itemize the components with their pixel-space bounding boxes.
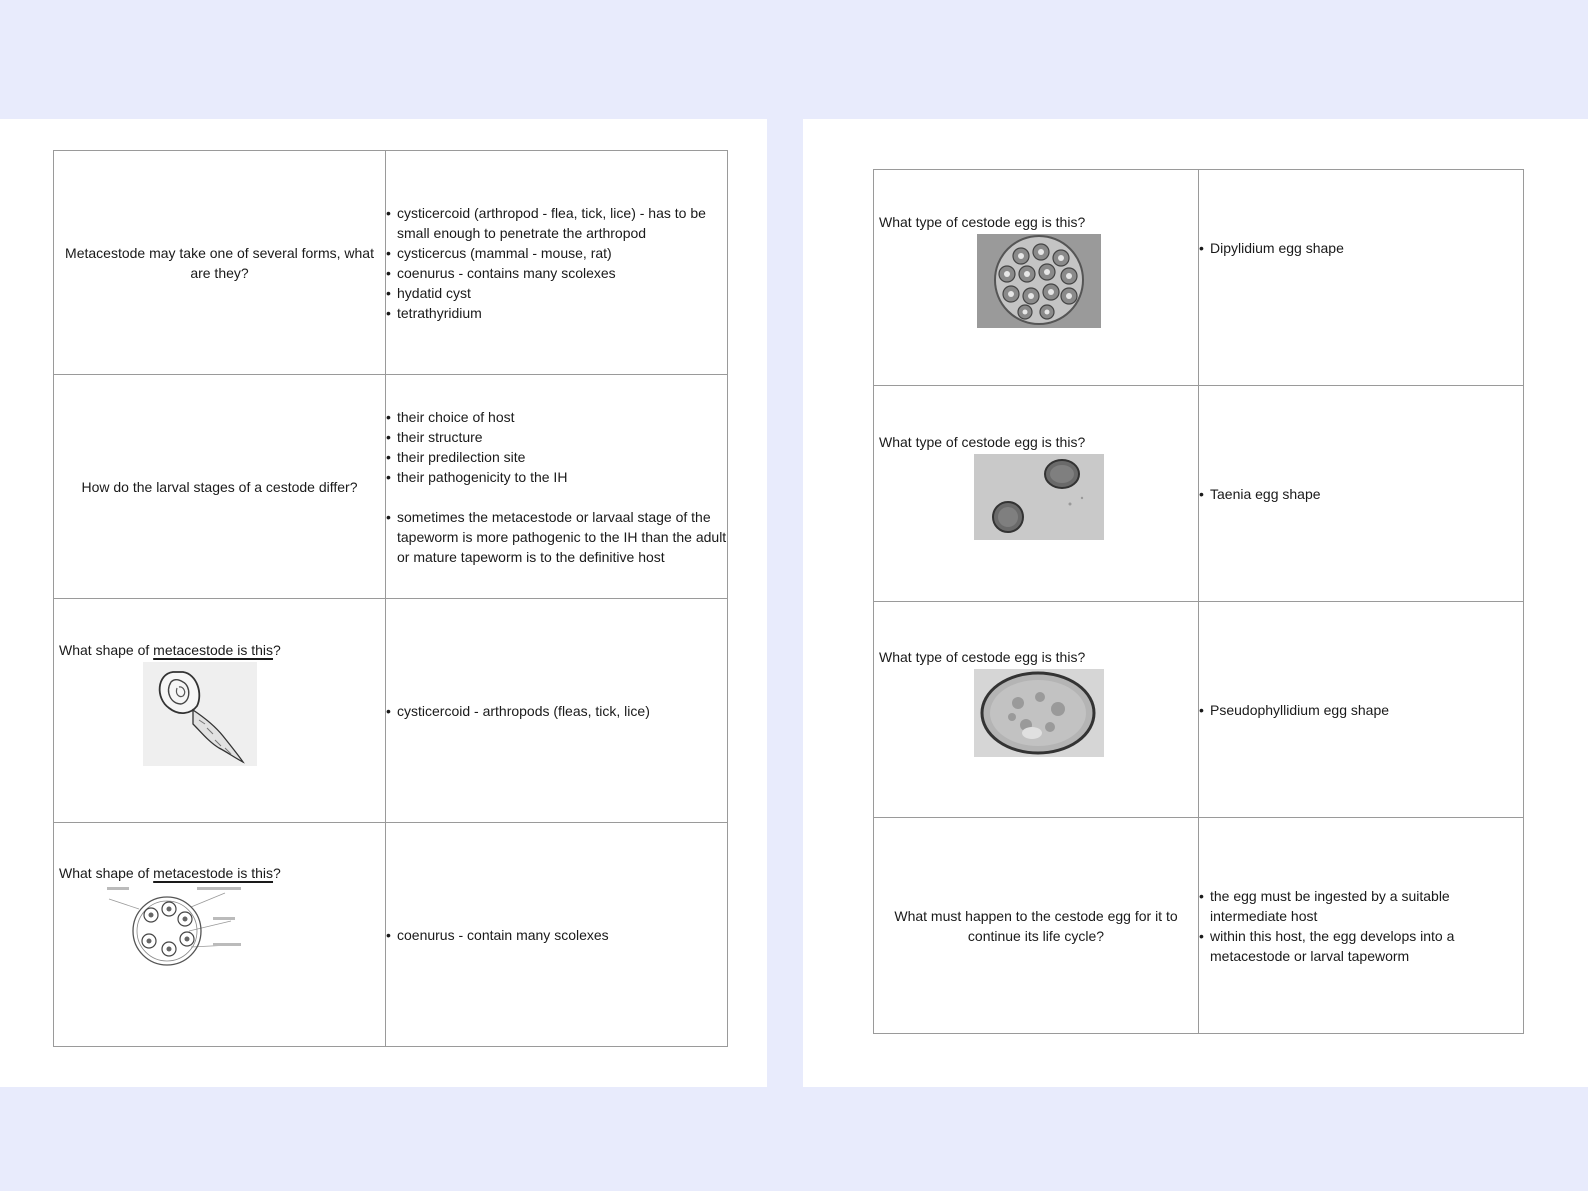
answer-item: • Pseudophyllidium egg shape: [1199, 700, 1523, 720]
cysticercoid-drawing: [143, 662, 257, 766]
answer-list: [386, 925, 727, 945]
flashcard-page-left: [0, 119, 767, 1087]
flashcard-row: [874, 170, 1524, 386]
answer-list: [1199, 886, 1523, 966]
flashcard-row: [54, 375, 728, 599]
question-cell: [54, 823, 386, 1047]
answer-item: • the egg must be ingested by a suitable intermediate host: [1199, 886, 1523, 926]
question-cell: [874, 818, 1199, 1034]
question-text: What type of cestode egg is this?: [879, 648, 1086, 665]
answer-list: [386, 701, 727, 721]
pseudophyllidium-egg-micrograph: [974, 669, 1104, 757]
question-underlined: metacestode is this: [153, 641, 274, 658]
taenia-egg-micrograph: [974, 454, 1104, 540]
question-cell: [874, 170, 1199, 386]
question-cell: [54, 375, 386, 599]
question-underlined: metacestode is this: [153, 864, 274, 881]
answer-item: • cysticercus (mammal - mouse, rat): [386, 243, 727, 263]
answer-list: [386, 203, 727, 323]
answer-cell: [386, 375, 728, 599]
answer-item: • cysticercoid (arthropod - flea, tick, lice) - has to be small enough to penetrate the arthropod: [386, 203, 727, 243]
flashcard-row: [874, 818, 1524, 1034]
question-text: [59, 863, 385, 883]
answer-cell: [1199, 818, 1524, 1034]
flashcard-row: [874, 386, 1524, 602]
question-cell: [54, 151, 386, 375]
answer-item: • Dipylidium egg shape: [1199, 238, 1523, 258]
question-prefix: What shape of: [59, 641, 154, 658]
answer-item: • Taenia egg shape: [1199, 484, 1523, 504]
flashcard-table-right: [873, 169, 1524, 1034]
question-text: How do the larval stages of a cestode differ?: [81, 478, 358, 495]
flashcard-row: [54, 599, 728, 823]
answer-item: • their predilection site: [386, 447, 727, 467]
answer-item: • coenurus - contain many scolexes: [386, 925, 727, 945]
question-text: What must happen to the cestode egg for it to continue its life cycle?: [894, 907, 1178, 944]
answer-item: • cysticercoid - arthropods (fleas, tick, lice): [386, 701, 727, 721]
question-suffix: ?: [273, 641, 281, 658]
answer-cell: [386, 599, 728, 823]
answer-list: [1199, 700, 1523, 720]
flashcard-row: [54, 823, 728, 1047]
dipylidium-egg-micrograph: [977, 234, 1101, 328]
question-suffix: ?: [273, 864, 281, 881]
answer-item: • tetrathyridium: [386, 303, 727, 323]
flashcard-row: [54, 151, 728, 375]
flashcard-page-right: [803, 119, 1588, 1087]
question-cell: [874, 386, 1199, 602]
question-prefix: What shape of: [59, 864, 154, 881]
answer-list: [386, 407, 727, 567]
answer-list: [1199, 238, 1523, 258]
question-cell: [874, 602, 1199, 818]
answer-cell: [1199, 386, 1524, 602]
answer-item: • their choice of host: [386, 407, 727, 427]
flashcard-table-left: [53, 150, 728, 1047]
question-text: What type of cestode egg is this?: [879, 213, 1086, 230]
answer-item: • their pathogenicity to the IH: [386, 467, 727, 487]
answer-item: • their structure: [386, 427, 727, 447]
answer-cell: [1199, 170, 1524, 386]
flashcard-row: [874, 602, 1524, 818]
answer-cell: [1199, 602, 1524, 818]
question-cell: [54, 599, 386, 823]
answer-cell: [386, 151, 728, 375]
answer-item: • within this host, the egg develops into a metacestode or larval tapeworm: [1199, 926, 1523, 966]
answer-item: • coenurus - contains many scolexes: [386, 263, 727, 283]
question-text: [59, 640, 385, 660]
answer-list: [1199, 484, 1523, 504]
coenurus-diagram: [105, 885, 249, 969]
question-text: What type of cestode egg is this?: [879, 433, 1086, 450]
answer-cell: [386, 823, 728, 1047]
answer-item: • hydatid cyst: [386, 283, 727, 303]
question-text: Metacestode may take one of several forms, what are they?: [65, 244, 374, 281]
answer-item: • sometimes the metacestode or larvaal stage of the tapeworm is more pathogenic to the IH than the adult or mature tapeworm is to the definitive host: [386, 507, 727, 567]
